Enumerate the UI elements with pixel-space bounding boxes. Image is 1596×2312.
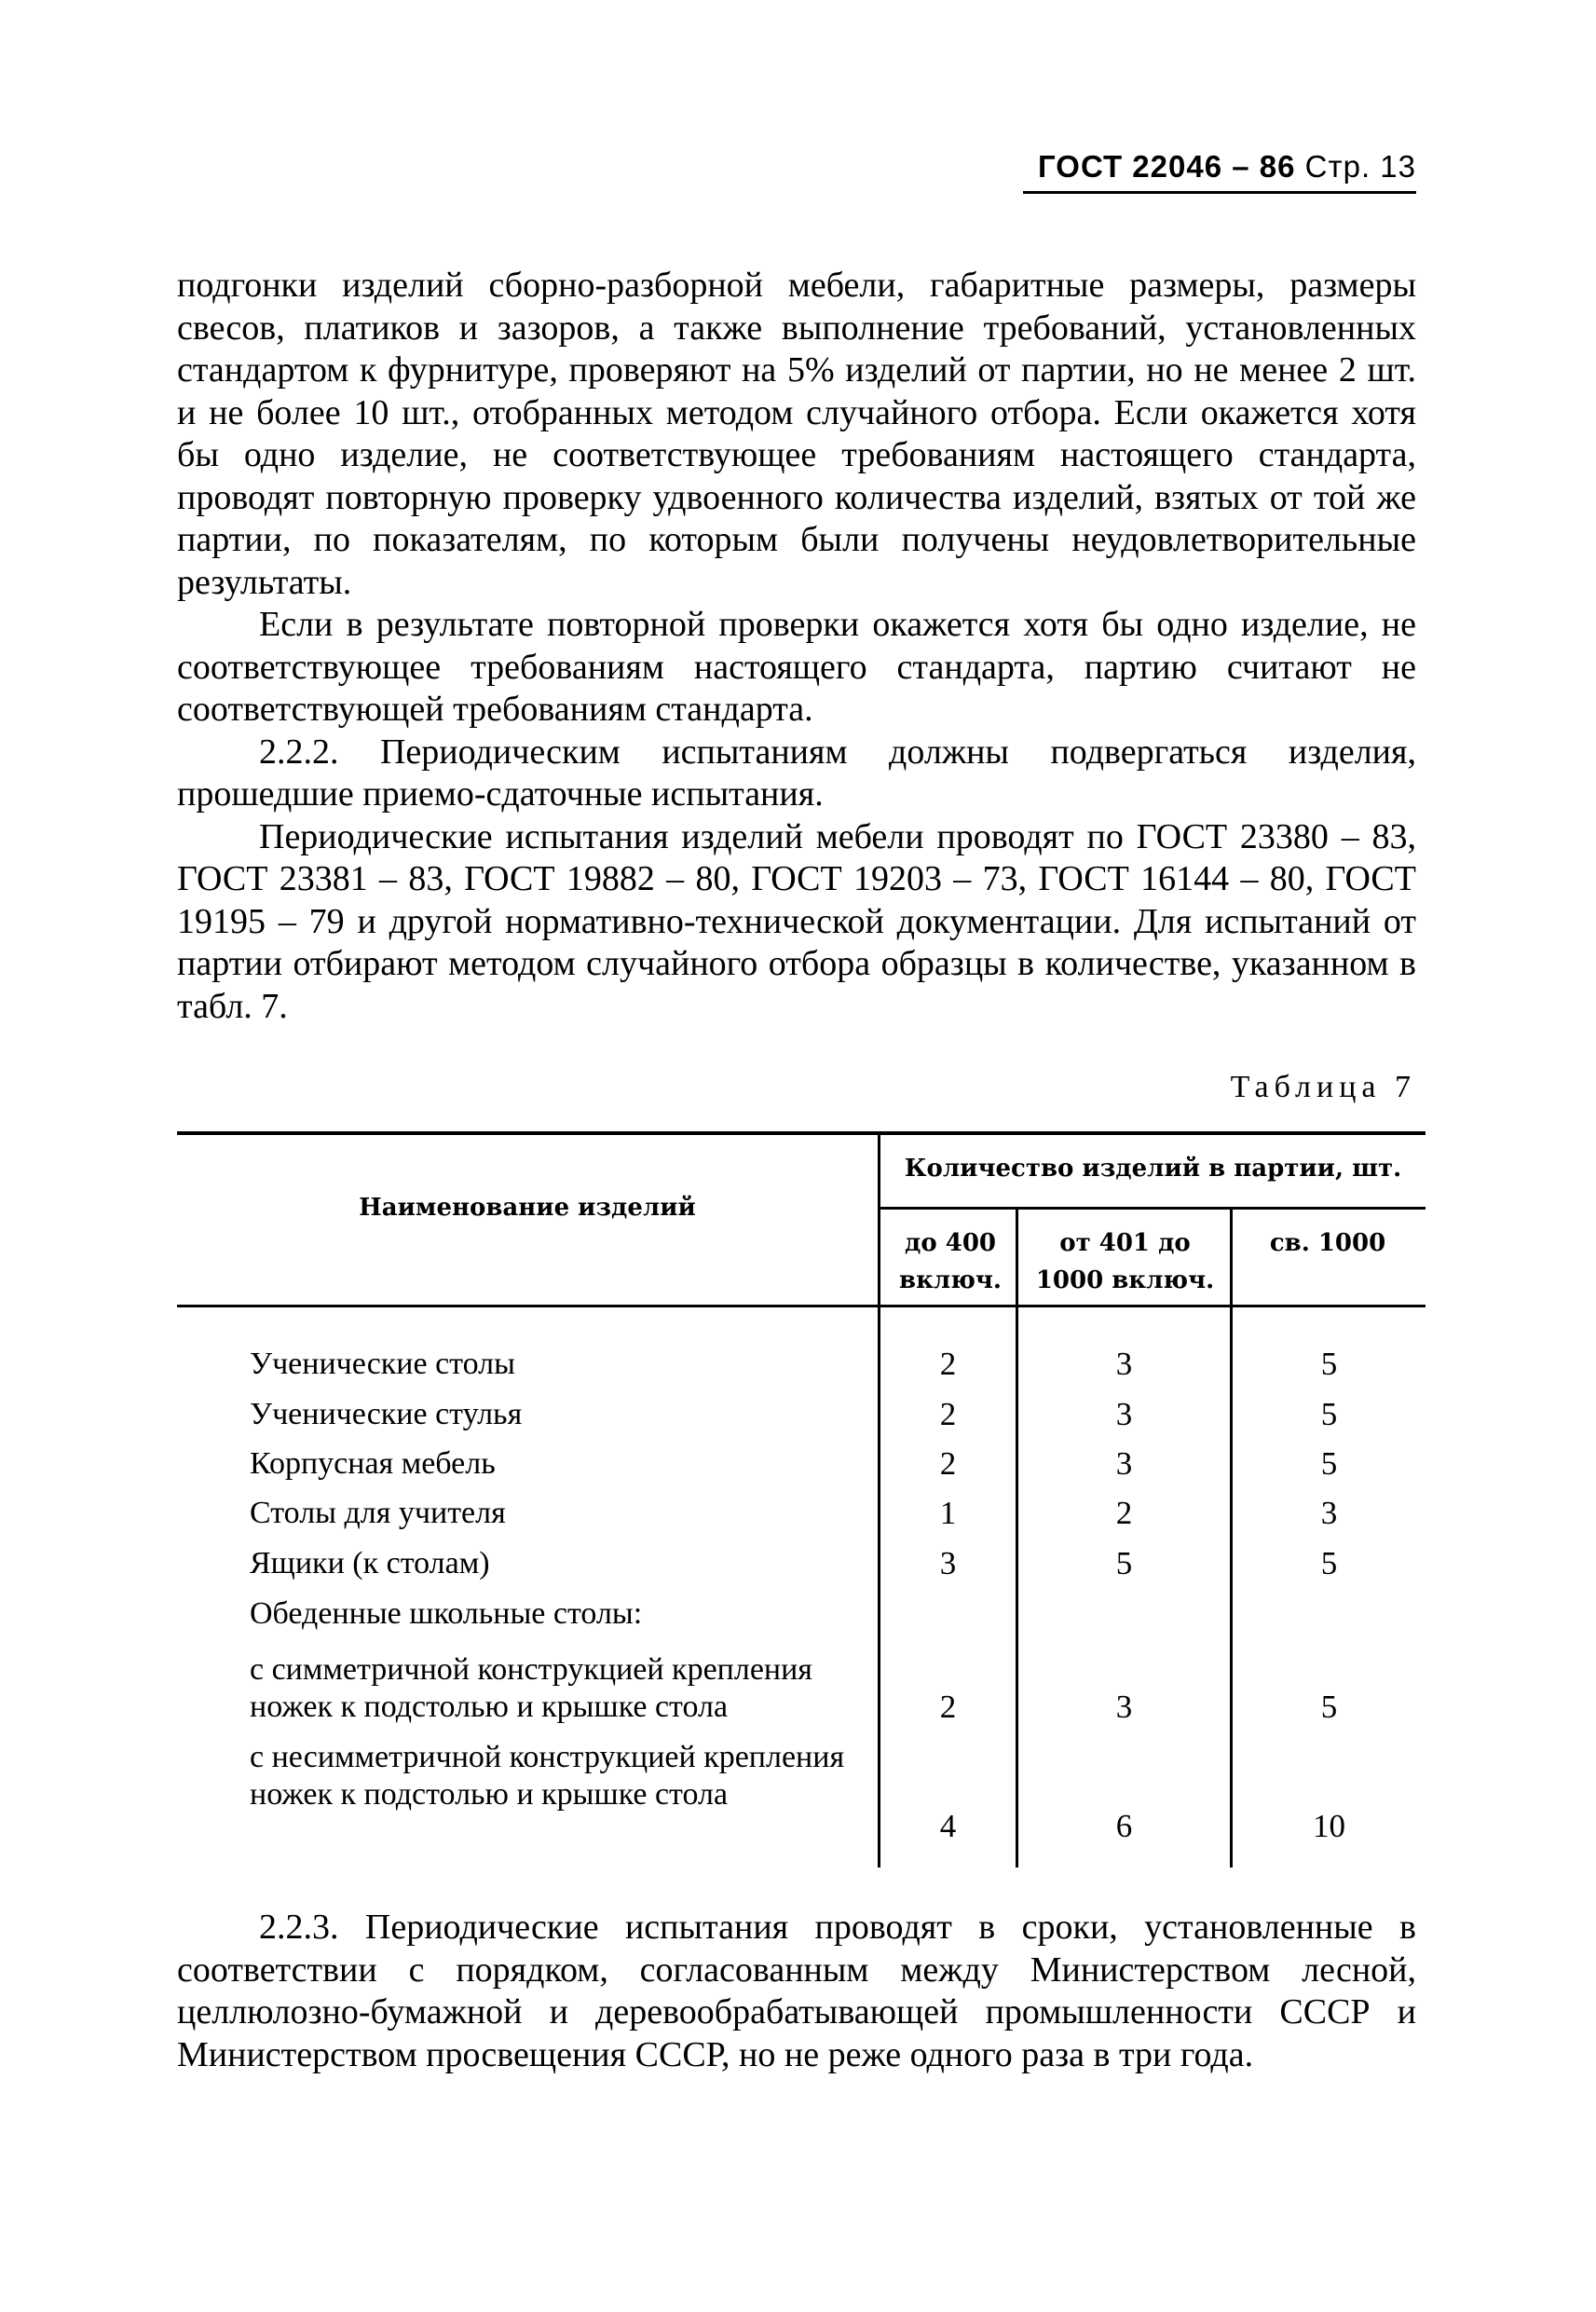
cell-value: 3 (1115, 1396, 1133, 1432)
row-name: с несимметричной конструкцией крепления ножек к подстолью и крышке стола (250, 1740, 845, 1812)
cell-value: 2 (939, 1445, 957, 1482)
header-col-3: св. 1000 (1269, 1229, 1386, 1257)
row-name: с симметричной конструкцией крепления ножек к подстолью и крышке стола (250, 1652, 812, 1724)
row-name: Ученические столы (250, 1347, 515, 1381)
cell-value: 3 (1115, 1689, 1133, 1725)
text-block-2 (177, 1907, 1416, 2076)
cell-value: 3 (1115, 1445, 1133, 1482)
paragraph: Периодические испытания изделий мебели проводят по ГОСТ 23380 – 83, ГОСТ 23381 – 83, ГОСТ 19882 – 80, ГОСТ 19203 – 73, ГОСТ 16144 – 80, ГОСТ 19195 – 79 и другой нормативно-технической документации. Для испытаний от партии отбирают методом случайного отбора образцы в количестве, указанном в табл. 7. (177, 816, 1416, 1026)
cell-value: 3 (939, 1545, 957, 1581)
header-rule (1023, 191, 1416, 194)
row-name: Корпусная мебель (250, 1446, 496, 1481)
cell-value: 3 (1115, 1346, 1133, 1382)
cell-value: 5 (1320, 1346, 1338, 1382)
cell-value: 5 (1115, 1545, 1133, 1581)
page-header (1016, 149, 1416, 185)
row-name: Столы для учителя (250, 1496, 506, 1530)
cell-value: 5 (1320, 1396, 1338, 1432)
cell-value: 5 (1320, 1445, 1338, 1482)
header-group: Количество изделий в партии, шт. (904, 1155, 1402, 1183)
cell-value: 2 (1115, 1495, 1133, 1531)
paragraph: подгонки изделий сборно-разборной мебели, габаритные размеры, размеры свесов, платиков и зазоров, а также выполнение требований, установленных стандартом к фурнитуре, проверяют на 5% изделий от партии, но не менее 2 шт. и не более 10 шт., отобранных методом случайного отбора. Если окажется хотя бы одно изделие, не соответствующее требованиям настоящего стандарта, проводят повторную проверку удвоенного количества изделий, взятых от той же партии, по показателям, по которым были получены неудовлетворительные результаты. (177, 266, 1416, 602)
cell-value: 5 (1320, 1689, 1338, 1725)
table-header-rule (177, 1305, 1425, 1307)
table-caption: Таблица 7 (1230, 1070, 1416, 1104)
row-name: Обеденные школьные столы: (250, 1596, 643, 1631)
cell-value: 3 (1320, 1495, 1338, 1531)
paragraph: 2.2.2. Периодическим испытаниям должны подвергаться изделия, прошедшие приемо-сдаточные испытания. (177, 732, 1416, 814)
text-block-1 (177, 265, 1416, 1028)
cell-value: 5 (1320, 1545, 1338, 1581)
table-top-rule (177, 1131, 1425, 1135)
standard-code: ГОСТ 22046 – 86 (1038, 149, 1296, 184)
paragraph: Если в результате повторной проверки окажется хотя бы одно изделие, не соответствующее требованиям настоящего стандарта, партию считают не соответствующей требованиям стандарта. (177, 605, 1416, 729)
row-name: Ученические стулья (250, 1397, 523, 1431)
cell-value: 1 (939, 1495, 957, 1531)
row-name: Ящики (к столам) (250, 1546, 490, 1580)
cell-value: 10 (1313, 1808, 1345, 1844)
cell-value: 2 (939, 1396, 957, 1432)
table-vline (1230, 1207, 1233, 1867)
table-vline (1016, 1207, 1018, 1867)
cell-value: 2 (939, 1689, 957, 1725)
table-7 (177, 1131, 1425, 1867)
paragraph: 2.2.3. Периодические испытания проводят в сроки, установленные в соответствии с порядком, согласованным между Министерством лесной, целлюлозно-бумажной и деревообрабатывающей промышленности СССР и Министерством просвещения СССР, но не реже одного раза в три года. (177, 1908, 1416, 2074)
header-col-2: от 401 до 1000 включ. (1035, 1229, 1215, 1294)
page-number: Стр. 13 (1304, 149, 1416, 184)
table-subheader-rule (878, 1207, 1425, 1210)
cell-value: 2 (939, 1346, 957, 1382)
header-col-1: до 400 включ. (899, 1229, 1002, 1294)
cell-value: 4 (939, 1808, 957, 1844)
header-name: Наименование изделий (359, 1194, 696, 1222)
cell-value: 6 (1115, 1808, 1133, 1844)
